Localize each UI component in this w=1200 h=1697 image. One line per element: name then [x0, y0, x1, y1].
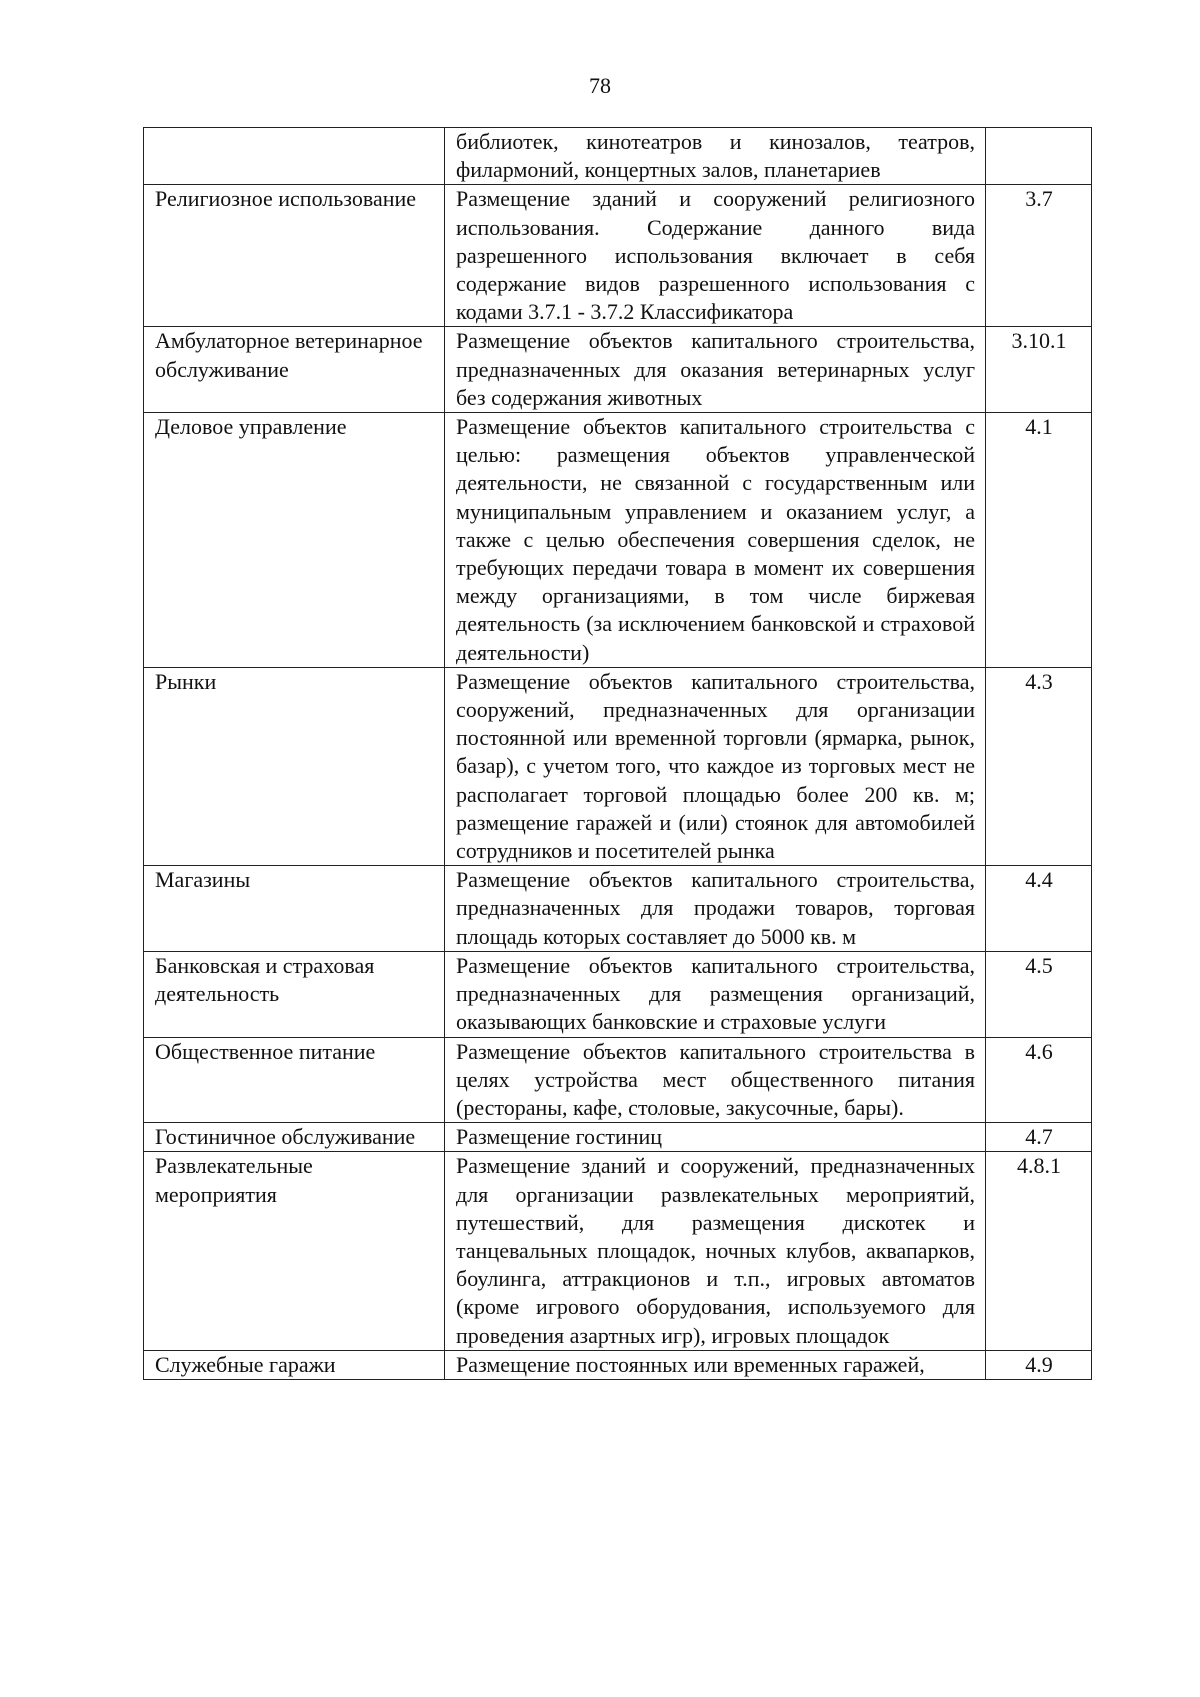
table-row	[144, 1152, 1092, 1350]
table-row	[144, 413, 1092, 668]
table-row	[144, 667, 1092, 865]
use-code-cell: 4.8.1	[986, 1152, 1092, 1350]
use-name-cell	[144, 128, 445, 185]
use-name-cell: Магазины	[144, 866, 445, 952]
use-name-cell: Банковская и страховая деятельность	[144, 951, 445, 1037]
use-code-cell: 4.1	[986, 413, 1092, 668]
use-name-cell: Служебные гаражи	[144, 1350, 445, 1379]
table-row	[144, 185, 1092, 327]
use-description-cell: Размещение объектов капитального строительства с целью: размещения объектов управленческой деятельности, не связанной с государственным или муниципальным управлением и оказанием услуг, а также с целью обеспечения совершения сделок, не требующих передачи товара в момент их совершения между организациями, в том числе биржевая деятельность (за исключением банковской и страховой деятельности)	[445, 413, 986, 668]
use-name-cell: Общественное питание	[144, 1037, 445, 1123]
use-description-cell: Размещение объектов капитального строительства, предназначенных для продажи товаров, торговая площадь которых составляет до 5000 кв. м	[445, 866, 986, 952]
table-body	[144, 128, 1092, 1380]
use-code-cell: 4.5	[986, 951, 1092, 1037]
page-number: 78	[589, 73, 611, 98]
use-code-cell	[986, 128, 1092, 185]
use-description-cell: Размещение гостиниц	[445, 1123, 986, 1152]
use-description-cell: Размещение зданий и сооружений религиозного использования. Содержание данного вида разрешенного использования включает в себя содержание видов разрешенного использования с кодами 3.7.1 - 3.7.2 Классификатора	[445, 185, 986, 327]
use-name-cell: Гостиничное обслуживание	[144, 1123, 445, 1152]
table-row	[144, 1350, 1092, 1379]
use-description-cell: библиотек, кинотеатров и кинозалов, театров, филармоний, концертных залов, планетариев	[445, 128, 986, 185]
table-row	[144, 866, 1092, 952]
use-description-cell: Размещение объектов капитального строительства, предназначенных для размещения организаций, оказывающих банковские и страховые услуги	[445, 951, 986, 1037]
use-description-cell: Размещение объектов капитального строительства в целях устройства мест общественного питания (рестораны, кафе, столовые, закусочные, бары).	[445, 1037, 986, 1123]
use-code-cell: 3.7	[986, 185, 1092, 327]
table-row	[144, 128, 1092, 185]
use-description-cell: Размещение объектов капитального строительства, сооружений, предназначенных для организации постоянной или временной торговли (ярмарка, рынок, базар), с учетом того, что каждое из торговых мест не располагает торговой площадью более 200 кв. м; размещение гаражей и (или) стоянок для автомобилей сотрудников и посетителей рынка	[445, 667, 986, 865]
use-name-cell: Религиозное использование	[144, 185, 445, 327]
use-name-cell: Рынки	[144, 667, 445, 865]
use-name-cell: Развлекательные мероприятия	[144, 1152, 445, 1350]
use-code-cell: 4.9	[986, 1350, 1092, 1379]
use-description-cell: Размещение постоянных или временных гаражей,	[445, 1350, 986, 1379]
use-code-cell: 4.4	[986, 866, 1092, 952]
table-row	[144, 1123, 1092, 1152]
table-row	[144, 951, 1092, 1037]
use-code-cell: 4.7	[986, 1123, 1092, 1152]
use-code-cell: 4.6	[986, 1037, 1092, 1123]
use-code-cell: 4.3	[986, 667, 1092, 865]
use-description-cell: Размещение объектов капитального строительства, предназначенных для оказания ветеринарных услуг без содержания животных	[445, 327, 986, 413]
use-code-cell: 3.10.1	[986, 327, 1092, 413]
use-name-cell: Деловое управление	[144, 413, 445, 668]
land-use-table	[143, 127, 1092, 1380]
use-description-cell: Размещение зданий и сооружений, предназначенных для организации развлекательных мероприятий, путешествий, для размещения дискотек и танцевальных площадок, ночных клубов, аквапарков, боулинга, аттракционов и т.п., игровых автоматов (кроме игрового оборудования, используемого для проведения азартных игр), игровых площадок	[445, 1152, 986, 1350]
table-row	[144, 327, 1092, 413]
use-name-cell: Амбулаторное ветеринарное обслуживание	[144, 327, 445, 413]
table-row	[144, 1037, 1092, 1123]
